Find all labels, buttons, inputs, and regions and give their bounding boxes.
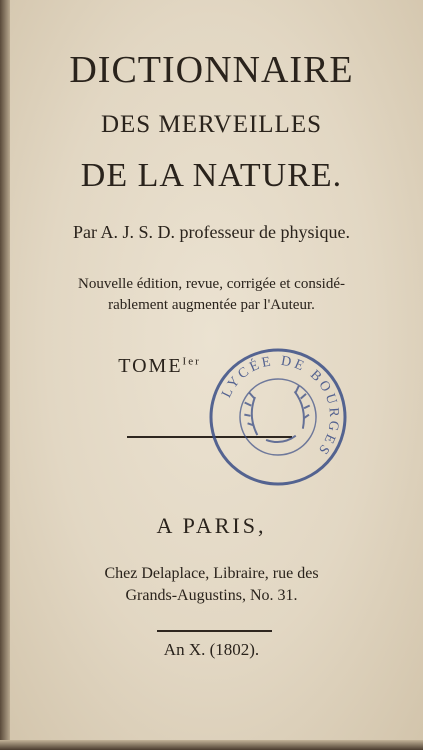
page-edge — [0, 740, 423, 750]
publisher-line-2: Grands-Augustins, No. 31. — [125, 587, 298, 604]
publisher-line-1: Chez Delaplace, Libraire, rue des — [104, 565, 319, 582]
edition-line-2: rablement augmentée par l'Auteur. — [108, 297, 315, 313]
tome-number: Ier — [182, 355, 201, 368]
book-subtitle-1: DES MERVEILLES — [100, 111, 323, 138]
edition-line-1: Nouvelle édition, revue, corrigée et considé- — [78, 276, 345, 292]
book-subtitle-2: DE LA NATURE. — [80, 157, 343, 194]
svg-text:LYCÉE DE BOURGES — [215, 345, 348, 473]
tome-text: TOME — [118, 355, 183, 377]
date-line: An X. (1802). — [163, 640, 260, 659]
stamp-text: LYCÉE DE BOURGES — [219, 353, 342, 459]
divider-rule — [157, 630, 272, 632]
author-line: Par A. J. S. D. professeur de physique. — [73, 222, 350, 242]
library-stamp — [203, 342, 353, 492]
city-line: A PARIS, — [156, 513, 267, 538]
book-title: DICTIONNAIRE — [69, 49, 354, 91]
